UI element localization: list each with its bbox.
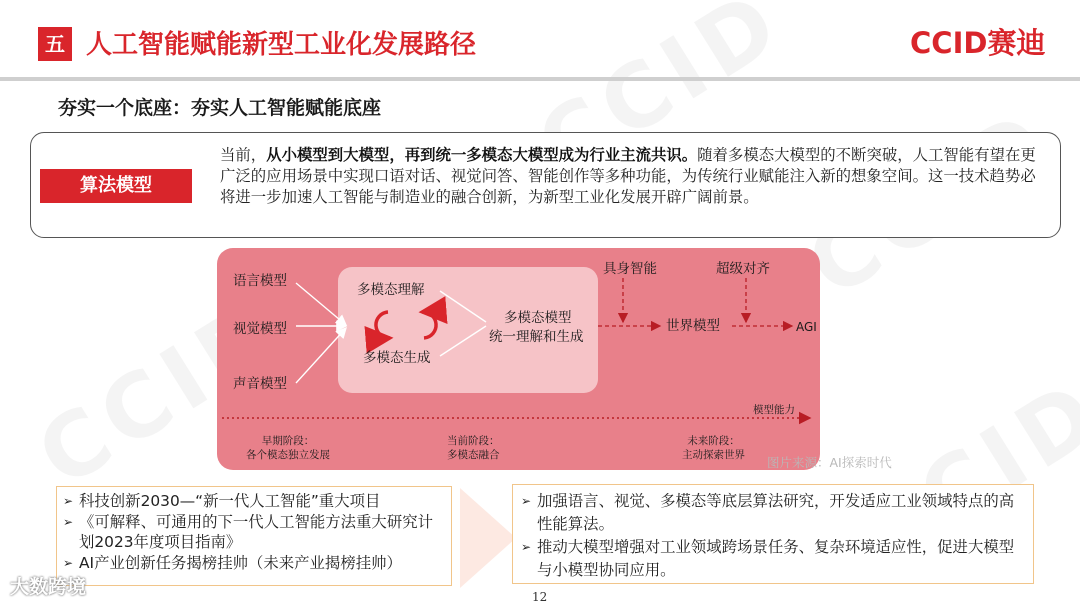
agi-label: AGI [796,320,817,334]
super-alignment-label: 超级对齐 [716,261,770,277]
capability-axis-label: 模型能力 [753,404,795,416]
policy-bullet: ➢ 《可解释、可通用的下一代人工智能方法重大研究计划2023年度项目指南》 [63,512,443,553]
world-model-label: 世界模型 [666,318,720,334]
chevron-right-icon [460,488,516,588]
input-audio-model: 声音模型 [233,376,287,392]
algorithm-model-tag: 算法模型 [40,169,192,203]
input-vision-model: 视觉模型 [233,321,287,337]
section-subtitle: 夯实一个底座：夯实人工智能赋能底座 [58,97,382,119]
stage-early [246,434,330,462]
multimodal-generation-label: 多模态生成 [363,350,431,366]
stage-future [682,434,745,462]
stage-current-title: 当前阶段： [447,435,500,447]
stage-future-title: 未来阶段： [687,435,740,447]
intro-text-rest: 随着多模态大模型的不断突破，人工智能有望在更广泛的应用场景中实现口语对话、视觉问答、智能创作等多种功能，为传统行业赋能注入新的想象空间。这一技术趋势必将进一步加速人工智能与制造业的融合创新，为新型工业化发展开辟广阔前景。 [220,146,1036,206]
unified-model-label-line2: 统一理解和生成 [489,329,584,345]
policy-bullet: ➢ 科技创新2030—“新一代人工智能”重大项目 [63,491,443,512]
input-language-model: 语言模型 [233,273,287,289]
intro-text-prefix: 当前， [220,146,267,164]
stage-current-desc: 多模态融合 [447,449,500,461]
image-source-note: 图片来源：AI探索时代 [767,455,892,470]
ccid-logo: CCID赛迪 [910,26,1046,60]
policy-projects-box [56,486,452,586]
recommendation-bullet: ➢ 推动大模型增强对工业领域跨场景任务、复杂环境适应性，促进大模型与小模型协同应用。 [521,536,1019,582]
intro-text-bold: 从小模型到大模型，再到统一多模态大模型成为行业主流共识。 [266,146,698,164]
recommendations-box [512,484,1034,584]
page-number: 12 [532,590,548,604]
unified-model-label-line1: 多模态模型 [504,310,572,326]
stage-current [447,434,500,462]
stage-early-title: 早期阶段： [261,435,315,447]
section-number-badge: 五 [38,27,72,61]
slide-title: 人工智能赋能新型工业化发展路径 [86,30,477,60]
multimodal-understanding-label: 多模态理解 [357,282,425,298]
source-watermark: 大数跨境 [10,576,87,598]
stage-early-desc: 各个模态独立发展 [246,449,330,461]
policy-bullet: ➢ AI产业创新任务揭榜挂帅（未来产业揭榜挂帅） [63,553,443,574]
recommendation-bullet: ➢ 加强语言、视觉、多模态等底层算法研究，开发适应工业领域特点的高性能算法。 [521,490,1019,536]
embodied-intelligence-label: 具身智能 [603,261,657,277]
stage-future-desc: 主动探索世界 [682,449,745,461]
